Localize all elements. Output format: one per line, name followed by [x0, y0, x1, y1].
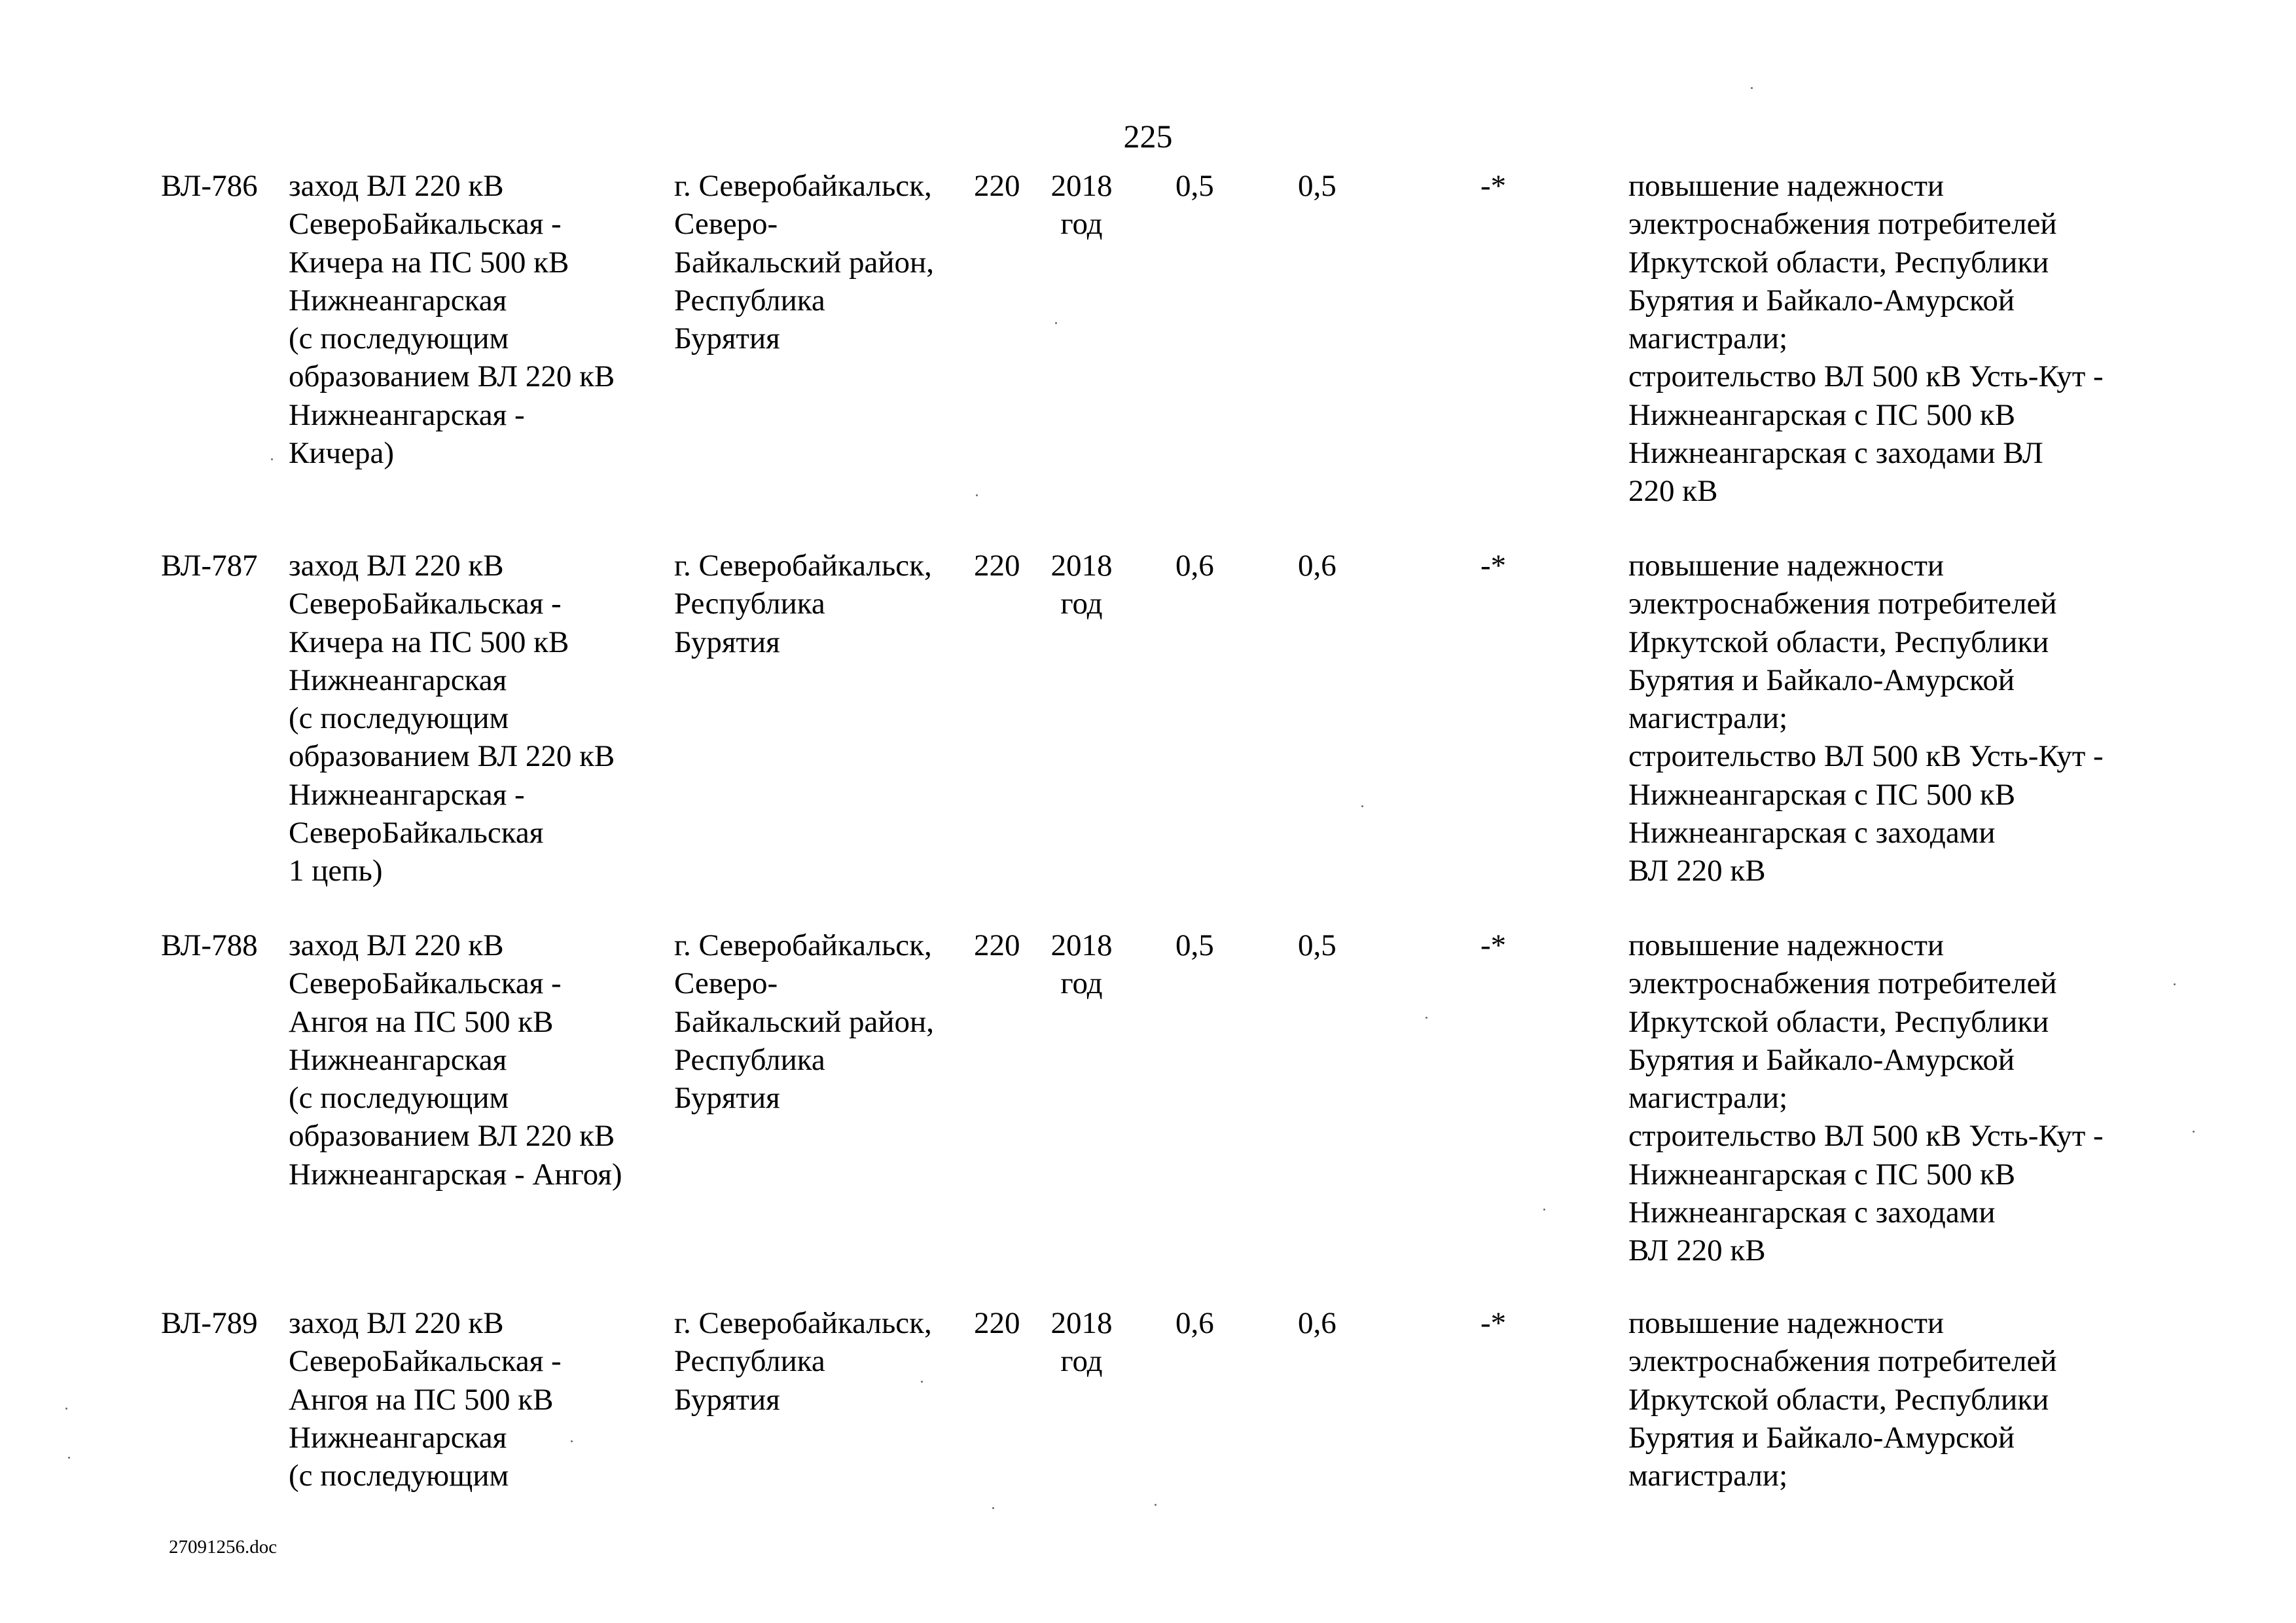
- line-name: заход ВЛ 220 кВ СевероБайкальская - Ангоя на ПС 500 кВ Нижнеангарская (с последующим образованием ВЛ 220 кВ Нижнеангарская - Ангоя): [289, 928, 622, 1192]
- line-name: заход ВЛ 220 кВ СевероБайкальская - Кичера на ПС 500 кВ Нижнеангарская (с последующим образованием ВЛ 220 кВ Нижнеангарская - СевероБайкальская 1 цепь): [289, 549, 615, 888]
- line-location: г. Северобайкальск, Республика Бурятия: [674, 1306, 932, 1417]
- line-length-total: 0,5: [1298, 169, 1336, 203]
- line-voltage: 220: [974, 1306, 1020, 1340]
- line-length-total: 0,6: [1298, 1306, 1336, 1340]
- scan-speck: [921, 1381, 923, 1383]
- line-year: 2018 год: [1050, 928, 1113, 1001]
- line-note: -*: [1480, 1306, 1507, 1340]
- line-length: 0,6: [1175, 549, 1214, 583]
- line-purpose: повышение надежности электроснабжения потребителей Иркутской области, Республики Бурятия и Байкало-Амурской магистрали; строительство ВЛ 500 кВ Усть-Кут - Нижнеангарская с ПС 500 кВ Нижнеангарская с заходами ВЛ 220 кВ: [1628, 928, 2104, 1268]
- line-voltage: 220: [974, 928, 1020, 962]
- scan-speck: [1543, 1209, 1545, 1211]
- scan-speck: [1155, 1504, 1157, 1506]
- line-purpose: повышение надежности электроснабжения потребителей Иркутской области, Республики Бурятия и Байкало-Амурской магистрали; строительство ВЛ 500 кВ Усть-Кут - Нижнеангарская с ПС 500 кВ Нижнеангарская с заходами ВЛ 220 кВ: [1628, 549, 2104, 888]
- line-length: 0,5: [1175, 928, 1214, 962]
- scan-speck: [271, 458, 273, 460]
- line-length-total: 0,5: [1298, 928, 1336, 962]
- scan-speck: [976, 494, 978, 496]
- line-code: ВЛ-787: [161, 549, 258, 583]
- file-name-footer: 27091256.doc: [169, 1537, 278, 1558]
- line-length: 0,6: [1175, 1306, 1214, 1340]
- scan-speck: [2193, 1131, 2195, 1133]
- scan-speck: [2174, 983, 2176, 985]
- line-code: ВЛ-789: [161, 1306, 258, 1340]
- line-code: ВЛ-788: [161, 928, 258, 962]
- scan-speck: [1751, 87, 1753, 89]
- scan-speck: [1361, 805, 1363, 807]
- line-name: заход ВЛ 220 кВ СевероБайкальская - Кичера на ПС 500 кВ Нижнеангарская (с последующим образованием ВЛ 220 кВ Нижнеангарская - Кичера): [289, 169, 615, 471]
- scan-speck: [68, 1457, 70, 1459]
- line-year: 2018 год: [1050, 169, 1113, 242]
- line-length: 0,5: [1175, 169, 1214, 203]
- line-year: 2018 год: [1050, 1306, 1113, 1379]
- line-note: -*: [1480, 928, 1507, 962]
- line-note: -*: [1480, 169, 1507, 203]
- line-purpose: повышение надежности электроснабжения потребителей Иркутской области, Республики Бурятия и Байкало-Амурской магистрали; строительство ВЛ 500 кВ Усть-Кут - Нижнеангарская с ПС 500 кВ Нижнеангарская с заходами ВЛ 220 кВ: [1628, 169, 2104, 509]
- page-number: 225: [1123, 118, 1173, 155]
- line-code: ВЛ-786: [161, 169, 258, 203]
- scan-speck: [65, 1408, 67, 1410]
- line-name: заход ВЛ 220 кВ СевероБайкальская - Ангоя на ПС 500 кВ Нижнеангарская (с последующим: [289, 1306, 562, 1493]
- line-length-total: 0,6: [1298, 549, 1336, 583]
- scan-speck: [571, 1440, 573, 1442]
- line-location: г. Северобайкальск, Республика Бурятия: [674, 549, 932, 659]
- line-location: г. Северобайкальск, Северо- Байкальский район, Республика Бурятия: [674, 169, 934, 356]
- line-year: 2018 год: [1050, 549, 1113, 621]
- line-note: -*: [1480, 549, 1507, 583]
- line-purpose: повышение надежности электроснабжения потребителей Иркутской области, Республики Бурятия и Байкало-Амурской магистрали;: [1628, 1306, 2057, 1493]
- scan-speck: [1055, 322, 1057, 324]
- line-voltage: 220: [974, 169, 1020, 203]
- line-location: г. Северобайкальск, Северо- Байкальский район, Республика Бурятия: [674, 928, 934, 1116]
- scan-speck: [1426, 1017, 1427, 1019]
- line-voltage: 220: [974, 549, 1020, 583]
- scan-speck: [992, 1507, 994, 1509]
